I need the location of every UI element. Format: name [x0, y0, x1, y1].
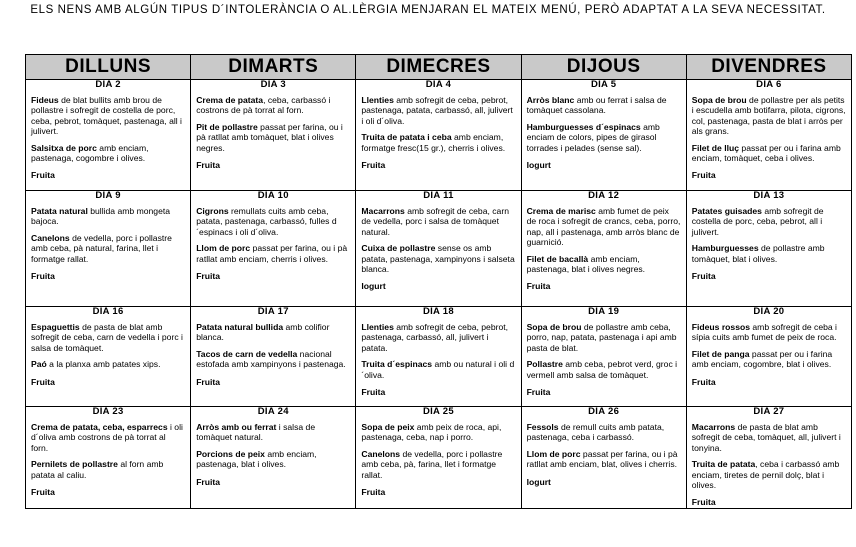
dish-description: i oli d´oliva amb costrons de pà torrat al forn. — [31, 422, 183, 453]
dish-description: de pollastre per als petits i escudella amb botifarra, pilota, cigrons, col, pastenaga, pasta de blat i arròs per als grans. — [691, 95, 846, 137]
dish-name: Patata natural — [31, 206, 88, 216]
day-number: DIA 23 — [92, 406, 124, 417]
day-number: DIA 27 — [753, 406, 785, 417]
day-number: DIA 13 — [753, 190, 785, 201]
dessert: Iogurt — [526, 476, 551, 487]
dish-description: passat per ou i farina amb enciam, tomàquet, ceba i olives. — [691, 142, 841, 164]
dish — [31, 459, 185, 480]
dish — [31, 233, 185, 264]
day-number: DIA 16 — [92, 306, 124, 317]
dish — [527, 95, 681, 116]
dish — [361, 449, 515, 480]
dish — [196, 322, 350, 343]
dish — [527, 422, 681, 443]
dish — [196, 122, 350, 153]
menu-week-row — [26, 191, 852, 307]
menu-day-cell — [356, 191, 521, 307]
dish-description: de vedella, porc i pollastre amb ceba, pà, farina, llet i formatge rallat. — [361, 448, 503, 480]
dish-name: Fessols — [526, 422, 559, 432]
menu-week-row — [26, 80, 852, 191]
dish — [196, 206, 350, 237]
dish-name: Pollastre — [526, 359, 563, 370]
dessert: Fruita — [361, 160, 386, 171]
menu-day-cell — [356, 407, 521, 509]
dish — [527, 359, 681, 380]
dish-description: de pollastre amb ceba, porro, nap, patata, pastenaga i api amb pasta de blat. — [526, 322, 677, 353]
weekday-header: DIMARTS — [191, 55, 356, 80]
day-number: DIA 12 — [588, 190, 620, 201]
dish — [692, 143, 846, 164]
dish — [196, 422, 350, 443]
dish-description: de blat bullits amb brou de pollastre i sofregit de costella de porc, ceba, pebrot, tomàquet, pastenaga, all i julivert. — [31, 95, 182, 137]
dish-description: de pollastre amb tomàquet, blat i olives. — [691, 243, 825, 264]
dish-name: Arròs blanc — [526, 95, 575, 105]
dish-description: sense os amb patata, pastenaga, xampinyons i salseta blanca. — [361, 243, 515, 275]
menu-day-cell — [521, 80, 686, 191]
dish-description: passat per farina, ou i pà ratllat amb enciam, blat, olives i cherris. — [526, 448, 678, 470]
dish-name: Truita de patata i ceba — [361, 132, 452, 143]
dish-name: Llenties — [361, 322, 394, 332]
dish-name: Hamburguesses — [691, 243, 759, 254]
dish-description: amb sofregit de ceba, pebrot, pastenaga, carbassó, all, julivert i patata. — [361, 322, 509, 353]
dish-name: Canelons — [361, 448, 401, 459]
dish — [31, 422, 185, 453]
dish-description: amb enciam de colors, pipes de girasol torrades i pelades (sense sal). — [526, 121, 660, 153]
weekday-header: DIMECRES — [356, 55, 521, 80]
dish-description: passat per farina, ou i pà ratllat amb enciam, cherris i olives. — [196, 243, 348, 264]
dish-name: Hamburguesses d´espinacs — [526, 121, 641, 132]
day-number: DIA 3 — [260, 79, 286, 90]
dish — [31, 143, 185, 164]
menu-day-cell — [26, 80, 191, 191]
menu-day-cell — [686, 307, 851, 407]
dish-name: Crema de patata — [196, 95, 264, 105]
day-number: DIA 19 — [588, 306, 620, 317]
dish — [196, 449, 350, 470]
dish — [692, 422, 846, 453]
dish-description: nacional estofada amb xampinyons i pastenaga. — [196, 348, 346, 370]
menu-day-cell — [356, 80, 521, 191]
dish — [196, 95, 350, 116]
weekday-header: DIVENDRES — [686, 55, 851, 80]
dish-description: amb ou natural i oli d´oliva. — [361, 359, 515, 380]
dessert: Fruita — [196, 271, 221, 282]
day-number: DIA 6 — [756, 79, 782, 90]
menu-day-cell — [26, 307, 191, 407]
dish-description: amb enciam, pastenaga, cogombre i olives. — [31, 142, 149, 164]
dish — [692, 459, 846, 490]
menu-day-cell — [191, 80, 356, 191]
dessert: Fruita — [361, 487, 386, 498]
dish-description: de vedella, porc i pollastre amb ceba, pà natural, farina, llet i formatge rallat. — [31, 232, 172, 264]
dish-name: Canelons — [31, 232, 70, 243]
dessert: Fruita — [526, 387, 551, 398]
dish-name: Macarrons — [691, 422, 736, 432]
dish-description: amb ceba, pebrot verd, groc i vermell amb salsa de tomàquet. — [526, 359, 678, 380]
day-number: DIA 10 — [257, 190, 289, 201]
dish-name: Pit de pollastre — [196, 121, 258, 132]
dish — [692, 349, 846, 370]
dish-name: Filet de bacallà — [526, 253, 589, 264]
dish-name: Truita d´espinacs — [361, 359, 433, 370]
dish-name: Patates guisades — [691, 206, 762, 216]
dish-name: Tacos de carn de vedella — [196, 348, 298, 359]
dish-name: Sopa de brou — [526, 322, 582, 332]
dish-name: Cigrons — [196, 206, 229, 216]
dish-name: Llom de porc — [196, 243, 251, 254]
dish — [527, 322, 681, 353]
menu-day-cell — [356, 307, 521, 407]
dessert: Iogurt — [526, 160, 551, 171]
dessert: Iogurt — [361, 281, 386, 292]
dish — [692, 206, 846, 237]
dish-name: Salsitxa de porc — [31, 142, 97, 153]
dessert: Fruita — [691, 271, 716, 282]
dish-description: a la planxa amb patates xips. — [46, 359, 161, 370]
dish-description: amb sofregit de ceba, carn de vedella, porc i salsa de tomàquet natural. — [361, 206, 509, 237]
dish — [527, 122, 681, 153]
menu-week-row — [26, 307, 852, 407]
dessert: Fruita — [31, 271, 55, 282]
dish-description: amb sofregit de costella de porc, ceba, pebrot, all i julivert. — [691, 206, 824, 237]
day-number: DIA 25 — [422, 406, 454, 417]
dish — [31, 322, 185, 353]
dessert: Fruita — [31, 170, 55, 181]
dish — [692, 322, 846, 343]
dish — [31, 206, 185, 227]
weekday-header: DIJOUS — [521, 55, 686, 80]
dish-description: amb enciam, pastenaga, blat i olives negres. — [526, 253, 646, 275]
dish-description: de remull cuits amb patata, pastenaga, ceba i carbassó. — [526, 422, 665, 443]
menu-day-cell — [521, 191, 686, 307]
day-number: DIA 20 — [753, 306, 785, 317]
dish — [527, 449, 681, 470]
dish-description: bullida amb mongeta bajoca. — [31, 206, 171, 227]
dessert: Fruita — [691, 497, 716, 508]
dish-description: amb ou ferrat i salsa de tomàquet cassolana. — [526, 95, 667, 116]
dish-name: Sopa de brou — [691, 95, 747, 105]
day-number: DIA 17 — [257, 306, 289, 317]
day-number: DIA 5 — [590, 79, 617, 90]
dessert: Fruita — [361, 387, 386, 398]
dish-description: amb sofregit de ceba, pebrot, pastenaga, patata, carbassó, all, julivert i oli d´oliva. — [361, 95, 513, 126]
day-number: DIA 9 — [95, 190, 121, 201]
dish-name: Filet de panga — [691, 348, 750, 359]
dessert: Fruita — [196, 476, 221, 487]
dish-name: Arròs amb ou ferrat — [196, 422, 277, 432]
dish-name: Truita de patata — [691, 459, 756, 470]
dish-name: Macarrons — [361, 206, 405, 216]
dish — [31, 359, 185, 369]
dish-name: Patata natural bullida — [196, 322, 284, 332]
day-number: DIA 11 — [423, 190, 454, 201]
dish-name: Sopa de peix — [361, 422, 415, 432]
dish — [361, 422, 515, 443]
dish — [361, 206, 515, 237]
dish-description: amb peix de roca, api, pastenaga, ceba, nap i porro. — [361, 422, 502, 443]
dish — [361, 322, 515, 353]
day-number: DIA 4 — [425, 79, 452, 90]
dish-name: Crema de marisc — [526, 206, 596, 216]
day-number: DIA 26 — [588, 406, 620, 417]
menu-week-row — [26, 407, 852, 509]
day-number: DIA 24 — [257, 406, 289, 417]
dish-name: Fideus rossos — [691, 322, 751, 332]
day-number: DIA 2 — [95, 79, 121, 90]
dish-name: Fideus — [31, 95, 59, 105]
menu-day-cell — [686, 191, 851, 307]
dish — [361, 359, 515, 380]
dish-description: amb sofregit de ceba i sípia cuits amb fumet de peix de roca. — [691, 322, 837, 343]
dish-description: remullats cuits amb ceba, patata, pastenaga, carbassó, fulles d´espinacs i oli d´oliva. — [196, 206, 337, 237]
dish-name: Filet de lluç — [691, 142, 740, 153]
dish-description: amb enciam, formatge fresc(15 gr.), cherris i olives. — [361, 132, 506, 153]
dish-name: Pernilets de pollastre — [31, 459, 118, 470]
dish-name: Porcions de peix — [196, 448, 265, 459]
weekly-menu-table — [25, 54, 852, 509]
dish — [196, 349, 350, 370]
dessert: Fruita — [526, 281, 551, 292]
menu-day-cell — [686, 80, 851, 191]
dessert: Fruita — [196, 160, 221, 171]
dish-description: , ceba, carbassó i costrons de pà torrat al forn. — [196, 95, 331, 116]
dish-name: Llenties — [361, 95, 394, 105]
dish-name: Llom de porc — [526, 448, 581, 459]
dessert: Fruita — [691, 376, 716, 387]
dish — [527, 254, 681, 275]
dish-description: i salsa de tomàquet natural. — [196, 422, 316, 443]
dish-description: amb fumet de peix de roca i sofregit de crancs, ceba, porro, nap, all i pastenaga, amb arròs blanc de guarnició. — [526, 206, 681, 248]
menu-day-cell — [521, 307, 686, 407]
dish — [361, 132, 515, 153]
dish — [692, 243, 846, 264]
dessert: Fruita — [691, 170, 716, 181]
dessert: Fruita — [31, 376, 55, 387]
dish-description: passat per farina, ou i pà ratllat amb tomàquet, blat i olives negres. — [196, 121, 343, 153]
menu-day-cell — [521, 407, 686, 509]
dish — [692, 95, 846, 137]
dish-description: amb enciam, pastenaga, blat i olives. — [196, 448, 317, 470]
dish-description: de pasta de blat amb sofregit de ceba, tomàquet, all, julivert i tonyina. — [691, 422, 841, 453]
menu-day-cell — [26, 191, 191, 307]
dish-description: amb colifior blanca. — [196, 322, 330, 343]
dish-name: Cuixa de pollastre — [361, 243, 436, 254]
dish-description: , ceba i carbassó amb enciam, tiretes de pernil dolç, blat i olives. — [691, 459, 840, 491]
weekday-header: DILLUNS — [26, 55, 191, 80]
dish — [361, 95, 515, 126]
dish — [31, 95, 185, 137]
menu-day-cell — [191, 307, 356, 407]
dish-name: Paó — [31, 359, 47, 370]
menu-day-cell — [686, 407, 851, 509]
menu-day-cell — [191, 407, 356, 509]
dessert: Fruita — [31, 487, 55, 498]
allergy-note: ELS NENS AMB ALGÚN TIPUS D´INTOLERÀNCIA O AL.LÈRGIA MENJARAN EL MATEIX MENÚ, PERÒ ADAPTAT A LA SEVA NECESSITAT. — [30, 4, 826, 16]
dish — [527, 206, 681, 248]
dish-name: Espaguettis — [31, 322, 80, 332]
dish-description: de pasta de blat amb sofregit de ceba, carn de vedella i porc i salsa de tomàquet. — [31, 322, 183, 353]
dish — [361, 243, 515, 274]
menu-day-cell — [26, 407, 191, 509]
dish-name: Crema de patata, ceba, esparrecs — [31, 422, 168, 432]
dish-description: al forn amb patata al caliu. — [31, 459, 164, 480]
weekday-header-row — [26, 55, 852, 80]
dish-description: passat per ou i farina amb enciam, cogombre, blat i olives. — [691, 348, 833, 370]
dish — [196, 243, 350, 264]
menu-day-cell — [191, 191, 356, 307]
dessert: Fruita — [196, 376, 221, 387]
day-number: DIA 18 — [422, 306, 454, 317]
